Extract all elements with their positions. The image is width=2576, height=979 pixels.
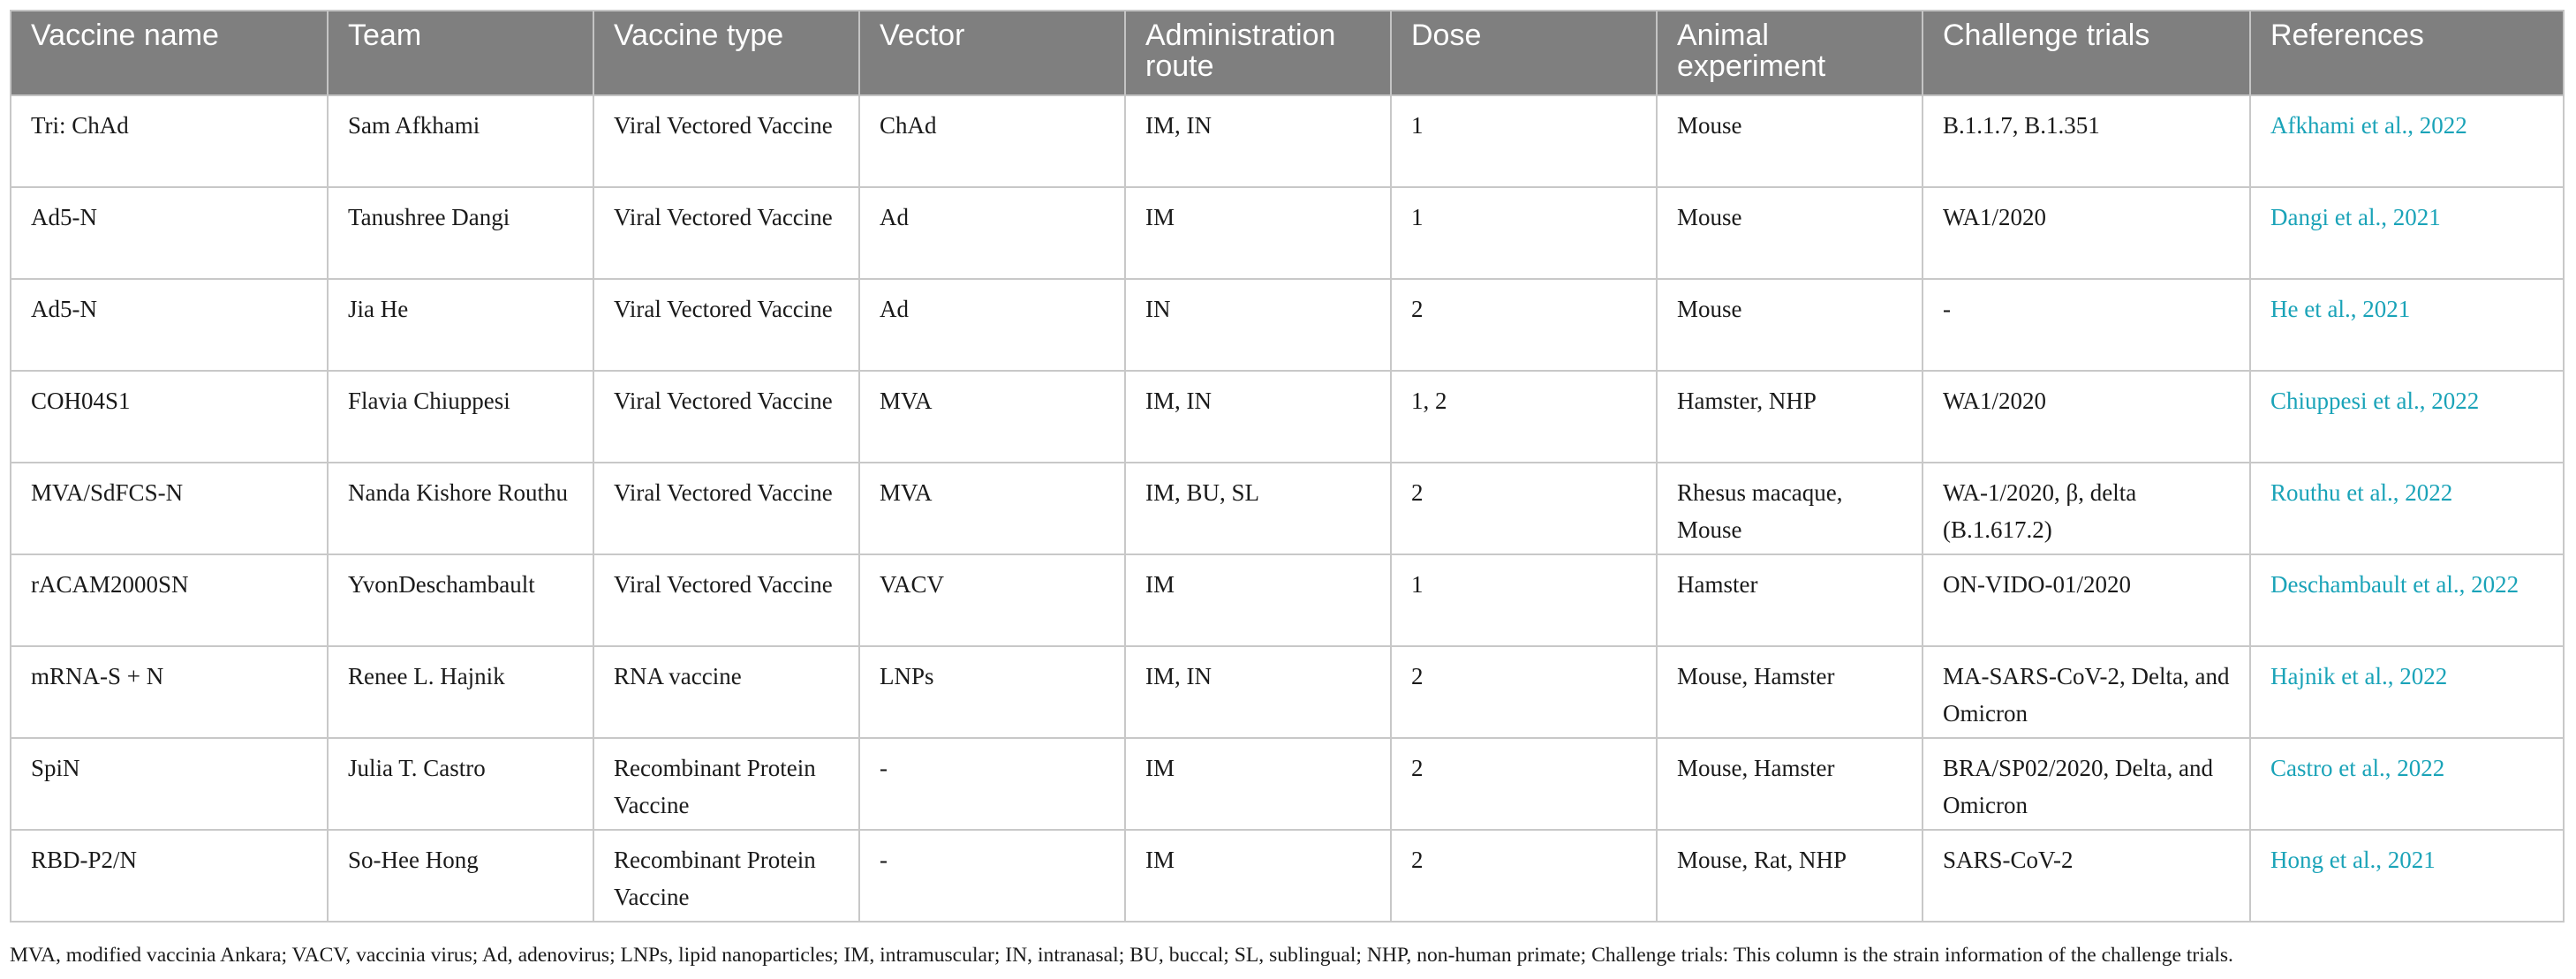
cell-administration-route: IM [1125,830,1391,922]
cell-vector: Ad [859,279,1125,371]
cell-team: Flavia Chiuppesi [328,371,593,463]
table-row [11,279,2564,371]
cell-challenge-trials: ON-VIDO-01/2020 [1923,554,2250,646]
cell-animal-experiment: Mouse [1657,187,1923,279]
reference-link[interactable]: Castro et al., 2022 [2270,755,2445,781]
cell-vaccine-type: Viral Vectored Vaccine [593,187,859,279]
cell-reference [2250,371,2564,463]
cell-team: YvonDeschambault [328,554,593,646]
header-animal-experiment: Animal experiment [1657,11,1923,95]
cell-team: Julia T. Castro [328,738,593,830]
cell-vaccine-name: Tri: ChAd [11,95,328,187]
vaccine-table [10,10,2565,923]
cell-reference [2250,279,2564,371]
reference-link[interactable]: Hong et al., 2021 [2270,847,2436,873]
table-row [11,463,2564,554]
header-vaccine-type: Vaccine type [593,11,859,95]
cell-challenge-trials: WA1/2020 [1923,371,2250,463]
cell-animal-experiment: Mouse, Hamster [1657,738,1923,830]
cell-animal-experiment: Mouse [1657,95,1923,187]
table-row [11,738,2564,830]
cell-dose: 1 [1391,554,1657,646]
table-row [11,371,2564,463]
cell-vector: LNPs [859,646,1125,738]
vaccine-table-container [10,10,2563,923]
header-administration-route: Administration route [1125,11,1391,95]
cell-team: Renee L. Hajnik [328,646,593,738]
cell-challenge-trials: MA-SARS-CoV-2, Delta, and Omicron [1923,646,2250,738]
cell-dose: 2 [1391,279,1657,371]
cell-challenge-trials: B.1.1.7, B.1.351 [1923,95,2250,187]
cell-vaccine-type: Recombinant Protein Vaccine [593,830,859,922]
cell-team: Tanushree Dangi [328,187,593,279]
cell-reference [2250,646,2564,738]
table-body [11,95,2564,922]
reference-link[interactable]: Chiuppesi et al., 2022 [2270,388,2480,414]
cell-reference [2250,738,2564,830]
cell-vaccine-type: Viral Vectored Vaccine [593,371,859,463]
cell-animal-experiment: Mouse [1657,279,1923,371]
cell-reference [2250,554,2564,646]
cell-animal-experiment: Mouse, Hamster [1657,646,1923,738]
cell-administration-route: IM [1125,187,1391,279]
reference-link[interactable]: Dangi et al., 2021 [2270,204,2441,230]
reference-link[interactable]: Deschambault et al., 2022 [2270,571,2519,598]
cell-vaccine-type: Viral Vectored Vaccine [593,95,859,187]
cell-vaccine-name: Ad5-N [11,187,328,279]
cell-administration-route: IM [1125,738,1391,830]
cell-reference [2250,187,2564,279]
cell-animal-experiment: Hamster [1657,554,1923,646]
table-row [11,646,2564,738]
table-row [11,187,2564,279]
cell-vector: MVA [859,463,1125,554]
cell-challenge-trials: - [1923,279,2250,371]
cell-vaccine-name: rACAM2000SN [11,554,328,646]
cell-vaccine-type: Viral Vectored Vaccine [593,554,859,646]
reference-link[interactable]: Afkhami et al., 2022 [2270,112,2467,139]
cell-team: Nanda Kishore Routhu [328,463,593,554]
cell-vector: MVA [859,371,1125,463]
header-vaccine-name: Vaccine name [11,11,328,95]
cell-animal-experiment: Mouse, Rat, NHP [1657,830,1923,922]
cell-challenge-trials: BRA/SP02/2020, Delta, and Omicron [1923,738,2250,830]
cell-challenge-trials: WA1/2020 [1923,187,2250,279]
cell-reference [2250,830,2564,922]
reference-link[interactable]: Routhu et al., 2022 [2270,479,2453,506]
cell-administration-route: IM, BU, SL [1125,463,1391,554]
cell-vector: - [859,830,1125,922]
cell-vaccine-name: COH04S1 [11,371,328,463]
cell-dose: 1, 2 [1391,371,1657,463]
cell-challenge-trials: SARS-CoV-2 [1923,830,2250,922]
header-team: Team [328,11,593,95]
cell-administration-route: IN [1125,279,1391,371]
cell-vector: VACV [859,554,1125,646]
cell-vaccine-name: RBD-P2/N [11,830,328,922]
cell-dose: 2 [1391,738,1657,830]
header-row [11,11,2564,95]
cell-administration-route: IM, IN [1125,95,1391,187]
cell-vaccine-name: MVA/SdFCS-N [11,463,328,554]
table-row [11,554,2564,646]
cell-vaccine-name: SpiN [11,738,328,830]
header-vector: Vector [859,11,1125,95]
cell-animal-experiment: Rhesus macaque, Mouse [1657,463,1923,554]
cell-dose: 1 [1391,187,1657,279]
cell-team: So-Hee Hong [328,830,593,922]
cell-vector: Ad [859,187,1125,279]
table-row [11,95,2564,187]
cell-dose: 2 [1391,463,1657,554]
cell-vaccine-type: Viral Vectored Vaccine [593,463,859,554]
cell-animal-experiment: Hamster, NHP [1657,371,1923,463]
reference-link[interactable]: He et al., 2021 [2270,296,2411,322]
cell-team: Jia He [328,279,593,371]
cell-administration-route: IM, IN [1125,371,1391,463]
cell-vector: - [859,738,1125,830]
table-footnote: MVA, modified vaccinia Ankara; VACV, vaccinia virus; Ad, adenovirus; LNPs, lipid nanoparticles; IM, intramuscular; IN, intranasal; BU, buccal; SL, sublingual; NHP, non-human primate; Challenge trials: This column is the strain information of the challenge trials. [10,944,2233,967]
header-dose: Dose [1391,11,1657,95]
header-challenge-trials: Challenge trials [1923,11,2250,95]
reference-link[interactable]: Hajnik et al., 2022 [2270,663,2448,689]
cell-administration-route: IM [1125,554,1391,646]
table-header [11,11,2564,95]
cell-administration-route: IM, IN [1125,646,1391,738]
cell-dose: 1 [1391,95,1657,187]
cell-vaccine-type: RNA vaccine [593,646,859,738]
cell-vaccine-name: mRNA-S + N [11,646,328,738]
table-row [11,830,2564,922]
cell-team: Sam Afkhami [328,95,593,187]
header-references: References [2250,11,2564,95]
cell-vaccine-name: Ad5-N [11,279,328,371]
cell-vector: ChAd [859,95,1125,187]
cell-reference [2250,95,2564,187]
cell-dose: 2 [1391,830,1657,922]
cell-dose: 2 [1391,646,1657,738]
cell-reference [2250,463,2564,554]
cell-challenge-trials: WA-1/2020, β, delta (B.1.617.2) [1923,463,2250,554]
cell-vaccine-type: Viral Vectored Vaccine [593,279,859,371]
cell-vaccine-type: Recombinant Protein Vaccine [593,738,859,830]
